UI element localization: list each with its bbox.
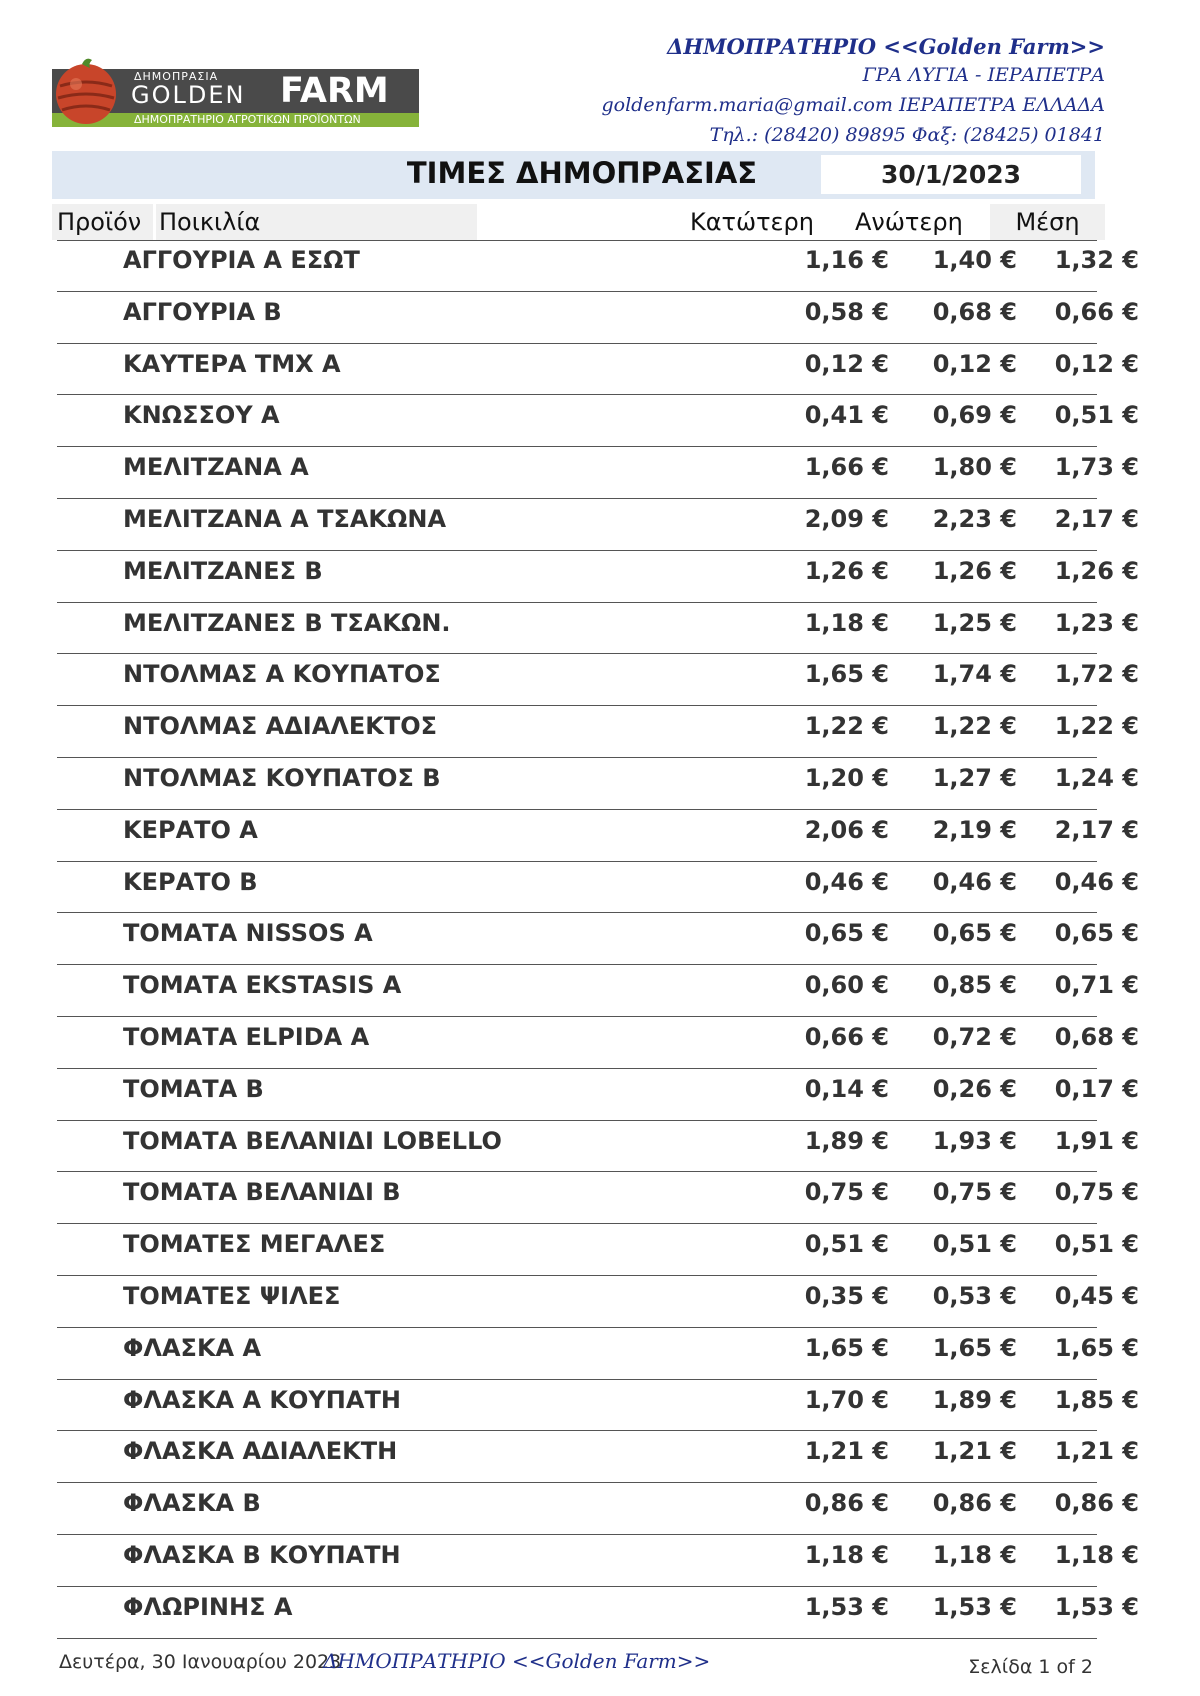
table-row xyxy=(57,1380,1139,1432)
avg-price: 1,21 € xyxy=(1054,1437,1139,1466)
avg-price: 1,26 € xyxy=(1054,556,1139,585)
low-price: 0,86 € xyxy=(804,1489,889,1518)
low-price: 2,09 € xyxy=(804,504,889,533)
avg-price: 0,46 € xyxy=(1054,867,1139,896)
product-name: ΚΕΡΑΤΟ Α xyxy=(123,815,258,844)
product-name: ΤΟΜΑΤΑ NISSOS Α xyxy=(123,919,373,948)
avg-price: 0,68 € xyxy=(1054,1022,1139,1051)
high-price: 1,18 € xyxy=(932,1540,1017,1569)
low-price: 0,60 € xyxy=(804,971,889,1000)
column-header-low-label: Κατώτερη xyxy=(690,208,814,236)
avg-price: 0,45 € xyxy=(1054,1281,1139,1310)
logo-top-text: ΔΗΜΟΠΡΑΣΙΑ xyxy=(134,70,219,83)
product-name: ΜΕΛΙΤΖΑΝΑ Α ΤΣΑΚΩΝΑ xyxy=(123,504,447,533)
table-row xyxy=(57,913,1139,965)
column-header-avg: Μέση xyxy=(990,204,1105,240)
footer-page-number: Σελίδα 1 of 2 xyxy=(968,1656,1093,1678)
low-price: 0,75 € xyxy=(804,1178,889,1207)
low-price: 1,65 € xyxy=(804,1333,889,1362)
product-name: ΚΑΥΤΕΡΑ ΤΜΧ Α xyxy=(123,349,341,378)
avg-price: 0,65 € xyxy=(1054,919,1139,948)
product-name: ΤΟΜΑΤΕΣ ΜΕΓΑΛΕΣ xyxy=(123,1230,386,1259)
high-price: 0,86 € xyxy=(932,1489,1017,1518)
table-row xyxy=(57,240,1139,292)
low-price: 1,26 € xyxy=(804,556,889,585)
avg-price: 2,17 € xyxy=(1054,815,1139,844)
low-price: 1,66 € xyxy=(804,453,889,482)
high-price: 0,65 € xyxy=(932,919,1017,948)
avg-price: 1,53 € xyxy=(1054,1592,1139,1621)
low-price: 0,12 € xyxy=(804,349,889,378)
high-price: 1,80 € xyxy=(932,453,1017,482)
product-name: ΑΓΓΟΥΡΙΑ Β xyxy=(123,297,282,326)
low-price: 1,21 € xyxy=(804,1437,889,1466)
date-box xyxy=(821,155,1081,194)
high-price: 0,85 € xyxy=(932,971,1017,1000)
table-row xyxy=(57,395,1139,447)
avg-price: 1,91 € xyxy=(1054,1126,1139,1155)
high-price: 1,25 € xyxy=(932,608,1017,637)
table-row xyxy=(57,344,1139,396)
high-price: 0,12 € xyxy=(932,349,1017,378)
high-price: 1,74 € xyxy=(932,660,1017,689)
product-name: ΤΟΜΑΤΑ ΒΕΛΑΝΙΔΙ LOBELLO xyxy=(123,1126,502,1155)
product-name: ΦΛΑΣΚΑ Β xyxy=(123,1489,261,1518)
table-row xyxy=(57,758,1139,810)
tomato-logo-icon xyxy=(52,56,122,126)
avg-price: 0,51 € xyxy=(1054,401,1139,430)
footer-center-title: ΔΗΜΟΠΡΑΤΗΡΙΟ <<Golden Farm>> xyxy=(323,1649,711,1673)
product-name: ΚΝΩΣΣΟΥ Α xyxy=(123,401,280,430)
column-header-variety: Ποικιλία xyxy=(156,204,477,240)
product-name: ΜΕΛΙΤΖΑΝΕΣ Β xyxy=(123,556,323,585)
column-header-high-label: Ανώτερη xyxy=(855,208,963,236)
avg-price: 1,73 € xyxy=(1054,453,1139,482)
low-price: 1,65 € xyxy=(804,660,889,689)
product-name: ΦΛΑΣΚΑ Α ΚΟΥΠΑΤΗ xyxy=(123,1385,401,1414)
avg-price: 1,32 € xyxy=(1054,246,1139,274)
high-price: 1,27 € xyxy=(932,763,1017,792)
low-price: 1,89 € xyxy=(804,1126,889,1155)
product-name: ΝΤΟΛΜΑΣ ΚΟΥΠΑΤΟΣ Β xyxy=(123,763,441,792)
table-row xyxy=(57,1587,1139,1639)
low-price: 0,51 € xyxy=(804,1230,889,1259)
product-name: ΝΤΟΛΜΑΣ Α ΚΟΥΠΑΤΟΣ xyxy=(123,660,441,689)
column-header-high xyxy=(855,204,985,240)
product-name: ΜΕΛΙΤΖΑΝΑ Α xyxy=(123,453,309,482)
avg-price: 0,75 € xyxy=(1054,1178,1139,1207)
avg-price: 0,12 € xyxy=(1054,349,1139,378)
high-price: 1,40 € xyxy=(932,246,1017,274)
avg-price: 1,23 € xyxy=(1054,608,1139,637)
high-price: 2,23 € xyxy=(932,504,1017,533)
table-row xyxy=(57,862,1139,914)
high-price: 1,53 € xyxy=(932,1592,1017,1621)
high-price: 0,26 € xyxy=(932,1074,1017,1103)
table-row xyxy=(57,1276,1139,1328)
product-name: ΜΕΛΙΤΖΑΝΕΣ Β ΤΣΑΚΩΝ. xyxy=(123,608,451,637)
table-row xyxy=(57,1224,1139,1276)
avg-price: 1,22 € xyxy=(1054,712,1139,741)
table-row xyxy=(57,499,1139,551)
product-name: ΦΛΑΣΚΑ Α xyxy=(123,1333,262,1362)
avg-price: 2,17 € xyxy=(1054,504,1139,533)
column-header-low xyxy=(690,204,828,240)
logo-golden-text: GOLDEN xyxy=(131,81,246,109)
high-price: 1,89 € xyxy=(932,1385,1017,1414)
product-name: ΤΟΜΑΤΑ ELPIDA Α xyxy=(123,1022,370,1051)
page-title: ΤΙΜΕΣ ΔΗΜΟΠΡΑΣΙΑΣ xyxy=(406,156,758,190)
product-name: ΝΤΟΛΜΑΣ ΑΔΙΑΛΕΚΤΟΣ xyxy=(123,712,438,741)
product-name: ΤΟΜΑΤΑ EKSTASIS Α xyxy=(123,971,402,1000)
footer-date: Δευτέρα, 30 Ιανουαρίου 2023 xyxy=(59,1651,342,1673)
low-price: 0,35 € xyxy=(804,1281,889,1310)
high-price: 0,53 € xyxy=(932,1281,1017,1310)
avg-price: 1,65 € xyxy=(1054,1333,1139,1362)
low-price: 0,58 € xyxy=(804,297,889,326)
table-row xyxy=(57,1483,1139,1535)
table-row xyxy=(57,1017,1139,1069)
header-phone-line: Τηλ.: (28420) 89895 Φαξ: (28425) 01841 xyxy=(709,124,1105,146)
logo-subtitle: ΔΗΜΟΠΡΑΤΗΡΙΟ ΑΓΡΟΤΙΚΩΝ ΠΡΟΪΟΝΤΩΝ xyxy=(134,113,361,126)
high-price: 1,65 € xyxy=(932,1333,1017,1362)
high-price: 1,93 € xyxy=(932,1126,1017,1155)
high-price: 0,75 € xyxy=(932,1178,1017,1207)
low-price: 0,14 € xyxy=(804,1074,889,1103)
header-email-line: goldenfarm.maria@gmail.com ΙΕΡΑΠΕΤΡΑ ΕΛΛΑΔΑ xyxy=(601,94,1105,116)
low-price: 1,20 € xyxy=(804,763,889,792)
avg-price: 0,51 € xyxy=(1054,1230,1139,1259)
table-row xyxy=(57,654,1139,706)
avg-price: 1,85 € xyxy=(1054,1385,1139,1414)
golden-farm-logo xyxy=(52,56,419,126)
table-row xyxy=(57,1328,1139,1380)
avg-price: 1,18 € xyxy=(1054,1540,1139,1569)
high-price: 0,72 € xyxy=(932,1022,1017,1051)
low-price: 2,06 € xyxy=(804,815,889,844)
title-bar xyxy=(52,151,1095,199)
product-name: ΤΟΜΑΤΕΣ ΨΙΛΕΣ xyxy=(123,1281,341,1310)
low-price: 1,22 € xyxy=(804,712,889,741)
logo-farm-text: FARM xyxy=(280,71,389,111)
header-address: ΓΡΑ ΛΥΓΙΑ - ΙΕΡΑΠΕΤΡΑ xyxy=(862,64,1105,86)
avg-price: 0,71 € xyxy=(1054,971,1139,1000)
table-row xyxy=(57,810,1139,862)
product-name: ΦΛΩΡΙΝΗΣ Α xyxy=(123,1592,293,1621)
low-price: 0,66 € xyxy=(804,1022,889,1051)
table-row xyxy=(57,706,1139,758)
product-name: ΑΓΓΟΥΡΙΑ Α ΕΣΩΤ xyxy=(123,246,360,274)
table-row xyxy=(57,1431,1139,1483)
table-row xyxy=(57,1121,1139,1173)
product-name: ΤΟΜΑΤΑ Β xyxy=(123,1074,264,1103)
avg-price: 1,24 € xyxy=(1054,763,1139,792)
low-price: 1,18 € xyxy=(804,1540,889,1569)
low-price: 0,65 € xyxy=(804,919,889,948)
high-price: 0,46 € xyxy=(932,867,1017,896)
table-row xyxy=(57,447,1139,499)
avg-price: 0,86 € xyxy=(1054,1489,1139,1518)
product-name: ΦΛΑΣΚΑ Β ΚΟΥΠΑΤΗ xyxy=(123,1540,401,1569)
high-price: 2,19 € xyxy=(932,815,1017,844)
high-price: 0,51 € xyxy=(932,1230,1017,1259)
high-price: 1,21 € xyxy=(932,1437,1017,1466)
product-name: ΤΟΜΑΤΑ ΒΕΛΑΝΙΔΙ Β xyxy=(123,1178,401,1207)
table-row xyxy=(57,965,1139,1017)
avg-price: 0,66 € xyxy=(1054,297,1139,326)
auction-date: 30/1/2023 xyxy=(880,160,1022,189)
low-price: 0,46 € xyxy=(804,867,889,896)
table-row xyxy=(57,1172,1139,1224)
avg-price: 1,72 € xyxy=(1054,660,1139,689)
table-row xyxy=(57,292,1139,344)
table-row xyxy=(57,551,1139,603)
price-table xyxy=(57,240,1139,1639)
low-price: 1,70 € xyxy=(804,1385,889,1414)
header-title: ΔΗΜΟΠΡΑΤΗΡΙΟ <<Golden Farm>> xyxy=(667,34,1105,59)
avg-price: 0,17 € xyxy=(1054,1074,1139,1103)
low-price: 1,18 € xyxy=(804,608,889,637)
product-name: ΦΛΑΣΚΑ ΑΔΙΑΛΕΚΤΗ xyxy=(123,1437,398,1466)
low-price: 0,41 € xyxy=(804,401,889,430)
table-row xyxy=(57,603,1139,655)
column-header-product: Προϊόν xyxy=(52,204,153,240)
high-price: 0,68 € xyxy=(932,297,1017,326)
low-price: 1,16 € xyxy=(804,246,889,274)
high-price: 0,69 € xyxy=(932,401,1017,430)
high-price: 1,22 € xyxy=(932,712,1017,741)
product-name: ΚΕΡΑΤΟ Β xyxy=(123,867,258,896)
high-price: 1,26 € xyxy=(932,556,1017,585)
table-row xyxy=(57,1535,1139,1587)
table-row xyxy=(57,1069,1139,1121)
low-price: 1,53 € xyxy=(804,1592,889,1621)
